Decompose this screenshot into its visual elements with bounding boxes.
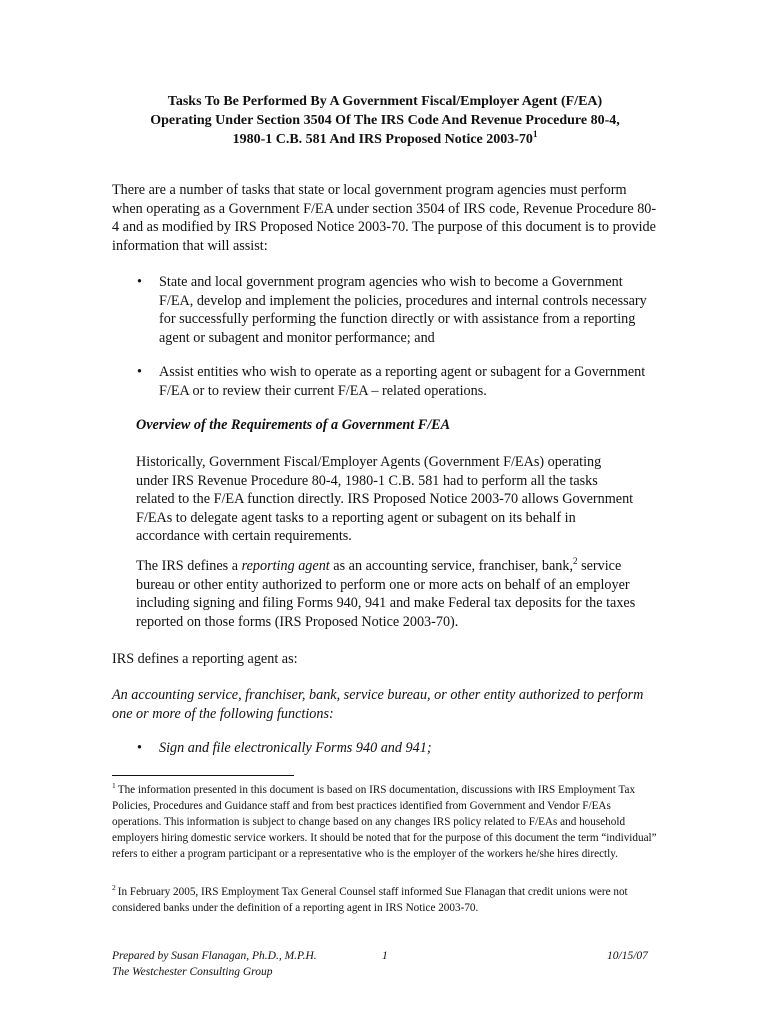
footer-date: 10/15/07	[607, 950, 648, 962]
footnote-text: In February 2005, IRS Employment Tax General Counsel staff informed Sue Flanagan that credit unions were not considered banks under the definition of a reporting agent in IRS Notice 2003-70.	[112, 886, 628, 914]
footnote-text: The information presented in this document is based on IRS documentation, discussions with IRS Employment Tax Policies, Procedures and Guidance staff and from best practices identified from Government and Vendor F/EAs operations. This information is subject to change based on any changes IRS policy related to F/EAs and household employers hiring domestic service workers. It should be noted that for the purpose of this document the term “individual” refers to either a program participant or a representative who is the employer of the workers he/she hires directly.	[112, 784, 657, 860]
bullet-text: State and local government program agencies who wish to become a Government F/EA, develop and implement the policies, procedures and internal controls necessary for successfully performing the function directly or with assistance from a reporting agent or subagent and monitor performance; and	[159, 274, 647, 346]
bullet-marker: •	[137, 740, 142, 756]
bullet-marker: •	[137, 274, 142, 290]
footnote-ref-2: 2	[573, 556, 578, 566]
footnote-2	[112, 884, 662, 916]
footnote-number: 2	[112, 883, 116, 892]
definition-text-middle: as an accounting service, franchiser, bank,	[329, 558, 574, 574]
footnote-1	[112, 782, 662, 862]
footnote-number: 1	[112, 781, 116, 790]
title-line-3-text: 1980-1 C.B. 581 And IRS Proposed Notice 2003-70	[232, 132, 533, 147]
bullet-text: Sign and file electronically Forms 940 and 941;	[159, 740, 432, 756]
bullet-text: Assist entities who wish to operate as a reporting agent or subagent for a Government F/EA or to review their current F/EA – related operations.	[159, 364, 646, 399]
footer-author	[112, 948, 317, 980]
footnote-separator	[112, 775, 294, 776]
document-title	[100, 92, 670, 149]
definition-text-start: The IRS defines a	[136, 558, 242, 574]
footer-organization: The Westchester Consulting Group	[112, 966, 273, 978]
page-number: 1	[382, 950, 388, 962]
italic-definition: An accounting service, franchiser, bank, service bureau, or other entity authorized to perform one or more of the following functions:	[112, 687, 644, 722]
historically-paragraph: Historically, Government Fiscal/Employer Agents (Government F/EAs) operating under IRS Revenue Procedure 80-4, 1980-1 C.B. 581 had to perform all the tasks related to the F/EA function directly. IRS Proposed Notice 2003-70 allows Government F/EAs to delegate agent tasks to a reporting agent or subagent on its behalf in accordance with certain requirements.	[136, 454, 634, 544]
reporting-agent-definition-paragraph	[136, 557, 661, 631]
section-heading: Overview of the Requirements of a Government F/EA	[136, 417, 451, 433]
intro-paragraph: There are a number of tasks that state or local government program agencies must perform when operating as a Government F/EA under section 3504 of IRS code, Revenue Procedure 80-4 and as modified by IRS Proposed Notice 2003-70. The purpose of this document is to provide information that will assist:	[112, 182, 657, 254]
title-line-2: Operating Under Section 3504 Of The IRS Code And Revenue Procedure 80-4,	[150, 113, 620, 128]
irs-defines-line: IRS defines a reporting agent as:	[112, 651, 298, 667]
title-line-1: Tasks To Be Performed By A Government Fiscal/Employer Agent (F/EA)	[167, 94, 603, 109]
footer-prepared-by: Prepared by Susan Flanagan, Ph.D., M.P.H.	[112, 950, 317, 962]
footnote-ref-1: 1	[532, 129, 538, 139]
reporting-agent-term: reporting agent	[241, 558, 330, 574]
definition-text-end: service bureau or other entity authorized to perform one or more acts on behalf of an employer including signing and filing Forms 940, 941 and make Federal tax deposits for the taxes reported on those forms (IRS Proposed Notice 2003-70).	[136, 558, 636, 630]
title-line-3	[100, 130, 670, 149]
bullet-marker: •	[137, 364, 142, 380]
